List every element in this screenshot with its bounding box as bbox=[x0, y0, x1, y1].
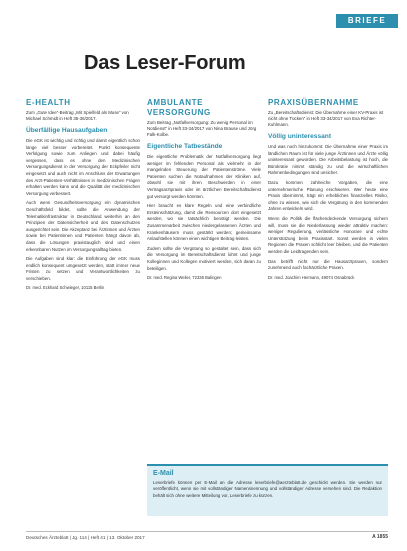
letter-signature: Dr. med. Joachim Hermann, 49074 Osnabrück bbox=[268, 274, 355, 280]
letter-paragraph: Die eGK ist wichtig und richtig und damit eigentlich schon lange viel besser vorbereitet. Punkt konsequente Verfolgung sowie zum Anliegen und dabei häufig vergessen, dass es ohne den Medizinischen Versorgungsdienst in der Versorgung der Eckpfeiler nicht eingesetzt und auch nicht im Anschluss der Erwartungen des Arzt-Patienten-Verhältnisses in medizinischen Fragen erhalten werden kann und die Qualität der medizinischen Versorgung verbessert. bbox=[26, 138, 140, 196]
letter-paragraph: Zudem sollte die Vergütung so gestaltet sein, dass sich die Versorgung im Bereitschaftsdienst lohnt und junge Kolleginnen und Kollegen motiviert werden, sich daran zu beteiligen. bbox=[147, 245, 261, 271]
letter-reference: Zum Beitrag „Notfallversorgung: Zu wenig Personal im Notdienst“ in Heft 33-34/2017 von Nina Brause und Jörg Falk-Kolbe. bbox=[147, 120, 257, 137]
letter-paragraph: Die eigentliche Problematik der Notfallversorgung liegt weniger im fehlenden Personal als vielmehr in der mangelnden Steuerung der Patientenströme. Viele Patienten suchen die Notaufnahmen der Kliniken auf, obwohl sie mit ihren Beschwerden in einer Vertragsarztpraxis oder im ärztlichen Bereitschaftsdienst gut versorgt werden könnten. bbox=[147, 154, 261, 199]
letter-paragraph: Wenn die Politik die flächendeckende Versorgung sichern will, muss sie die Niederlassung wieder attraktiv machen: weniger Regulierung, verlässliche Honorare und echte Unterstützung beim Praxisstart. Sonst werden in vielen Regionen die Praxen schlicht leer bleiben, und die Patienten werden die Leidtragenden sein. bbox=[268, 215, 388, 254]
letter-column-ambulante-versorgung bbox=[147, 98, 261, 281]
letter-paragraph: Die Aufgaben sind klar: die Einführung der eGK muss endlich konsequent umgesetzt werden, statt immer neue Fristen zu setzen und Verantwortlichkeiten zu verschieben. bbox=[26, 256, 140, 281]
letter-reference: Zum „Gute Idee“-Beitrag „Mit Spielfeld als Muse“ von Michael Schmidt in Heft 35-36/2017. bbox=[26, 110, 129, 121]
letter-paragraph: Auch wenn Gesundheitsversorgung ein dynamisches Geschäftsfeld bildet, sollte die Anwendung der Telematikinfrastruktur in Deutschland weiterhin an den Prinzipien der Datensicherheit und des Datenschutzes ausgerichtet sein. Die Akzeptanz bei Ärztinnen und Ärzten sowie bei Patientinnen und Patienten hängt davon ab, dass die Lösungen praxistauglich sind und einen erkennbaren Nutzen im Versorgungsalltag bieten. bbox=[26, 200, 140, 252]
letter-paragraph: Das betrifft nicht nur die Hausarztpraxen, sondern zunehmend auch fachärztliche Praxen. bbox=[268, 258, 388, 271]
letter-kicker: AMBULANTE VERSORGUNG bbox=[147, 98, 211, 117]
letter-paragraph: Dazu kommen zahlreiche Vorgaben, die eine unternehmerische Planung erschweren. Wer heute eine Praxis übernimmt, trägt ein erhebliches finanzielles Risiko, ohne zu wissen, wie sich die Vergütung in den kommenden Jahren entwickeln wird. bbox=[268, 179, 388, 212]
letter-paragraph: Hier braucht es klare Regeln und eine verbindliche Ersteinschätzung, damit die Ressourcen dort eingesetzt werden, wo sie tatsächlich benötigt werden. Die Zusammenarbeit zwischen niedergelassenen Ärzten und Krankenhäusern muss gestärkt werden; gemeinsame Anlaufstellen können einen wichtigen Beitrag leisten. bbox=[147, 203, 261, 242]
section-tag: BRIEFE bbox=[336, 14, 398, 28]
info-box-text: Leserbriefe können per E-Mail an die Adresse leserbriefe@aerzteblatt.de geschickt werden. Sie werden nur veröffentlicht, wenn sie mit vollständiger Namensnennung und vollständiger Adresse versehen sind. Die Redaktion behält sich ohne weitere Mitteilung vor, Leserbriefe zu kürzen. bbox=[153, 480, 382, 498]
letter-reference: Zu „Bereitschaftsdienst: Die Übernahme einer KV-Praxis ist nicht ohne Tücken“ in Heft 33-34/2017 von Eva Richter-Kuhlmann. bbox=[268, 110, 384, 127]
footer-publication-info: Deutsches Ärzteblatt | Jg. 114 | Heft 41 | 13. Oktober 2017 bbox=[26, 535, 145, 540]
letter-headline: Völlig uninteressant bbox=[268, 133, 332, 140]
letter-kicker: PRAXISÜBERNAHME bbox=[268, 98, 359, 107]
letter-paragraph: Und was noch hinzukommt: Die Übernahme einer Praxis im ländlichen Raum ist für viele junge Ärztinnen und Ärzte völlig uninteressant geworden. Die Arbeitsbelastung ist hoch, die Bürokratie nimmt ständig zu und die wirtschaftlichen Rahmenbedingungen sind unsicher. bbox=[268, 144, 388, 176]
email-info-box bbox=[147, 464, 388, 516]
letter-column-praxisuebernahme bbox=[268, 98, 388, 281]
letter-column-ehealth bbox=[26, 98, 140, 291]
letter-signature: Dr. med. Regina Weiler, 72336 Balingen bbox=[147, 275, 222, 281]
letter-headline: Überfällige Hausaufgaben bbox=[26, 127, 108, 134]
letter-kicker: E-HEALTH bbox=[26, 98, 71, 107]
footer-divider bbox=[26, 531, 388, 532]
footer-page-number: A 1855 bbox=[372, 534, 388, 540]
letter-headline: Eigentliche Tatbestände bbox=[147, 143, 223, 150]
page-title: Das Leser-Forum bbox=[84, 52, 246, 74]
letter-signature: Dr. med. Eckhard Schwieger, 10115 Berlin bbox=[26, 285, 105, 291]
info-box-title: E-Mail bbox=[153, 470, 174, 477]
